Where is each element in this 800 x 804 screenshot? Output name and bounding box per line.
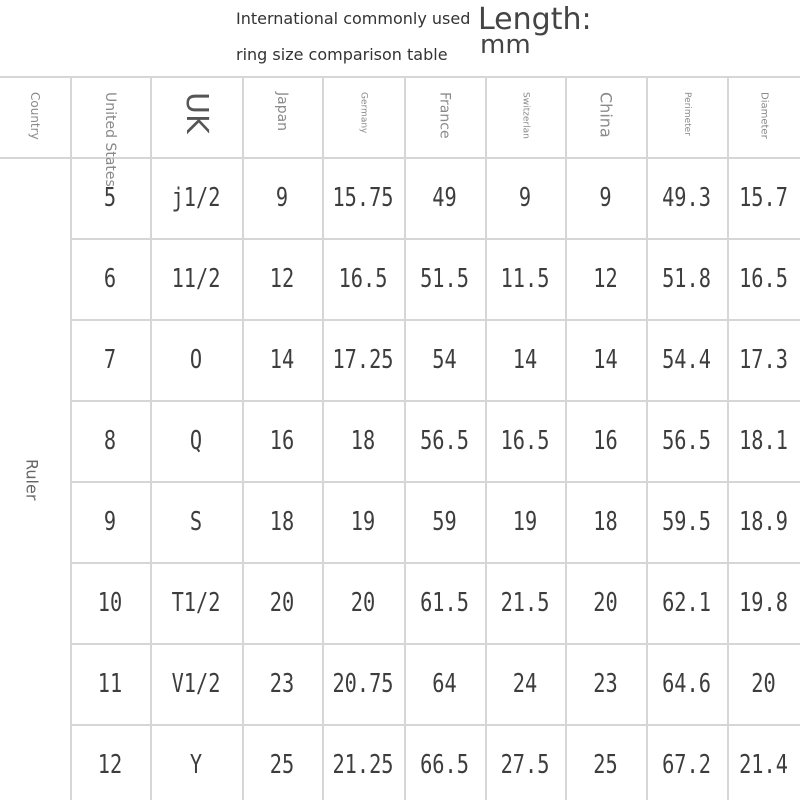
table-cell: 11/2 xyxy=(171,263,221,294)
table-cell: 17.3 xyxy=(739,344,788,375)
row-group-label xyxy=(0,160,64,800)
column-header-label: Diameter xyxy=(758,92,770,139)
column-header xyxy=(0,78,70,156)
table-cell: 9 xyxy=(275,182,289,213)
column-header-label: China xyxy=(596,92,616,138)
table-cell: 16.5 xyxy=(500,425,550,456)
table-cell: 17.25 xyxy=(332,344,394,375)
table-cell: 16.5 xyxy=(739,263,788,294)
grid-line xyxy=(150,76,152,800)
table-cell: 25 xyxy=(269,749,295,780)
table-cell: 18 xyxy=(593,506,618,537)
grid-line xyxy=(485,76,487,800)
table-cell: T1/2 xyxy=(171,587,221,618)
table-cell: 54.4 xyxy=(662,344,711,375)
table-cell: 51.5 xyxy=(420,263,469,294)
table-cell: 66.5 xyxy=(420,749,469,780)
table-cell: 64.6 xyxy=(662,668,711,699)
column-header xyxy=(727,78,800,156)
table-cell: 51.8 xyxy=(662,263,711,294)
table-cell: V1/2 xyxy=(171,668,221,699)
column-header-label: Japan xyxy=(274,92,290,132)
table-cell: 27.5 xyxy=(500,749,550,780)
table-cell: 10 xyxy=(97,587,123,618)
column-header-label: Country xyxy=(28,92,42,140)
table-cell: 19 xyxy=(350,506,376,537)
table-cell: 15.75 xyxy=(332,182,394,213)
column-header xyxy=(404,78,485,156)
table-cell: 16 xyxy=(269,425,295,456)
column-header-label: Germany xyxy=(358,92,369,134)
grid-line xyxy=(646,76,648,800)
grid-line xyxy=(242,76,244,800)
grid-line xyxy=(404,76,406,800)
table-cell: O xyxy=(189,344,203,375)
table-cell: 19 xyxy=(512,506,538,537)
table-cell: 25 xyxy=(593,749,618,780)
table-cell: 18.9 xyxy=(739,506,788,537)
table-cell: 20 xyxy=(350,587,376,618)
table-cell: 23 xyxy=(269,668,295,699)
table-cell: 20 xyxy=(593,587,618,618)
table-cell: 59.5 xyxy=(662,506,711,537)
column-header-label: Switzerlan xyxy=(520,92,531,139)
table-cell: 9 xyxy=(599,182,612,213)
table-cell: 21.5 xyxy=(500,587,550,618)
table-cell: 49.3 xyxy=(662,182,711,213)
table-cell: 9 xyxy=(103,506,117,537)
column-header xyxy=(485,78,565,156)
table-cell: 21.25 xyxy=(332,749,394,780)
title-line-1: International commonly used xyxy=(236,9,471,28)
table-cell: 12 xyxy=(593,263,618,294)
table-cell: 56.5 xyxy=(662,425,711,456)
column-header xyxy=(242,78,322,156)
table-cell: 11 xyxy=(97,668,123,699)
table-cell: 12 xyxy=(97,749,123,780)
table-cell: 18 xyxy=(269,506,295,537)
column-header xyxy=(70,78,150,187)
table-cell: 21.4 xyxy=(739,749,788,780)
column-header xyxy=(150,78,242,156)
table-cell: 64 xyxy=(432,668,457,699)
grid-line xyxy=(727,76,729,800)
title-line-2: ring size comparison table xyxy=(236,45,448,64)
table-cell: 19.8 xyxy=(739,587,788,618)
table-cell: 16 xyxy=(593,425,618,456)
table-cell: 18.1 xyxy=(739,425,788,456)
grid-line xyxy=(70,76,72,800)
table-cell: 7 xyxy=(103,344,117,375)
column-header-label: Perimeter xyxy=(682,92,692,136)
table-cell: 12 xyxy=(269,263,295,294)
table-cell: S xyxy=(189,506,203,537)
table-cell: 6 xyxy=(103,263,117,294)
table-cell: 24 xyxy=(512,668,538,699)
table-cell: 11.5 xyxy=(500,263,550,294)
column-header xyxy=(646,78,727,156)
table-cell: 9 xyxy=(518,182,532,213)
grid-line xyxy=(565,76,567,800)
table-cell: 14 xyxy=(269,344,295,375)
table-cell: 15.7 xyxy=(739,182,788,213)
table-cell: 54 xyxy=(432,344,457,375)
column-header-label: UK xyxy=(179,92,214,134)
table-cell: 56.5 xyxy=(420,425,469,456)
table-cell: 8 xyxy=(103,425,117,456)
table-cell: 62.1 xyxy=(662,587,711,618)
table-cell: 23 xyxy=(593,668,618,699)
column-header-label: France xyxy=(436,92,453,139)
table-cell: 20 xyxy=(269,587,295,618)
table-cell: 16.5 xyxy=(338,263,388,294)
table-cell: 61.5 xyxy=(420,587,469,618)
column-header xyxy=(565,78,646,156)
table-cell: 5 xyxy=(103,182,117,213)
column-header-label: United States xyxy=(102,92,118,187)
table-cell: j1/2 xyxy=(171,182,221,213)
table-cell: 49 xyxy=(432,182,457,213)
table-cell: 20.75 xyxy=(332,668,394,699)
table-cell: 14 xyxy=(593,344,618,375)
table-cell: Q xyxy=(189,425,203,456)
table-cell: 20 xyxy=(751,668,776,699)
column-header xyxy=(322,78,404,156)
ruler-label: Ruler xyxy=(22,459,42,501)
table-cell: 59 xyxy=(432,506,457,537)
table-cell: 14 xyxy=(512,344,538,375)
table-cell: Y xyxy=(189,749,203,780)
table-cell: 18 xyxy=(350,425,376,456)
unit-label: Length: xyxy=(478,2,592,37)
unit-value: mm xyxy=(480,30,531,60)
grid-line xyxy=(322,76,324,800)
table-cell: 67.2 xyxy=(662,749,711,780)
